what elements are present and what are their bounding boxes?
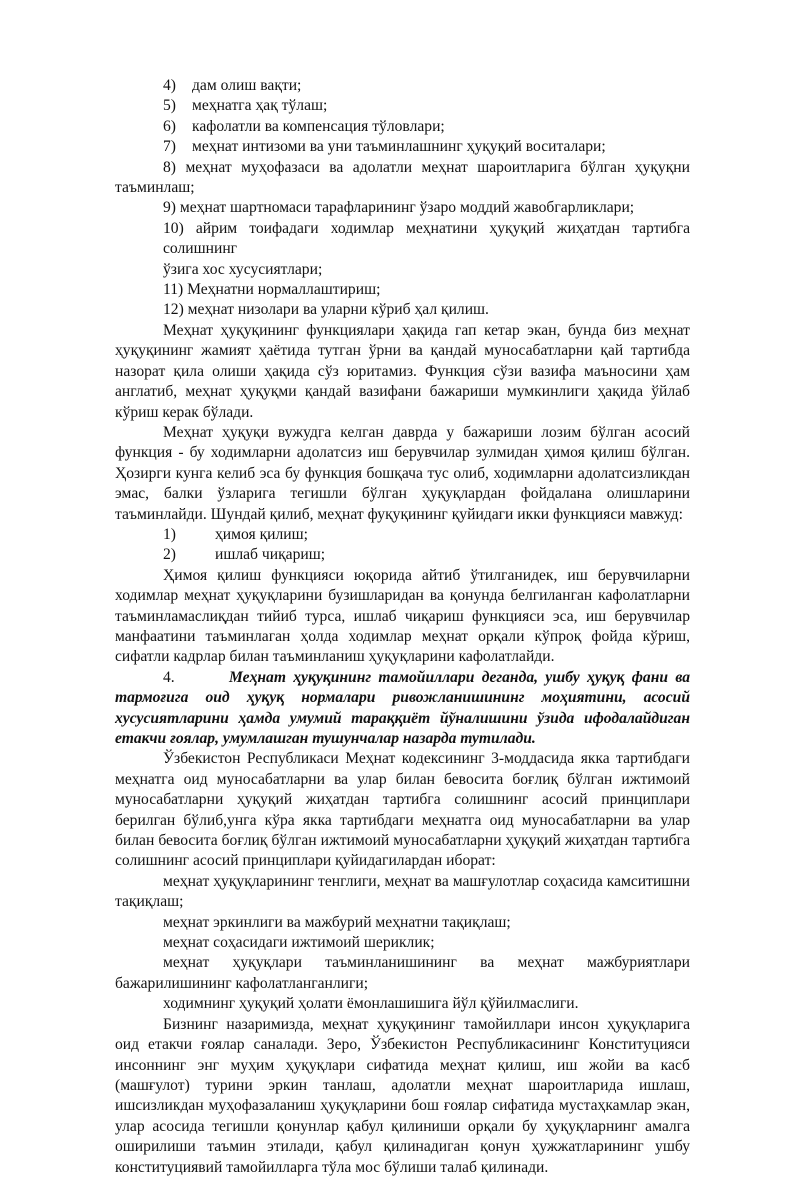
principle-item: меҳнат ҳуқуқлари таъминланишининг ва меҳнат мажбуриятлари бажарилишининг кафолатланганлиги;: [115, 954, 690, 992]
principle-item: меҳнат ҳуқуқларининг тенглиги, меҳнат ва машғулотлар соҳасида камситишни тақиқлаш;: [115, 872, 690, 911]
paragraph-conclusion: Бизнинг назаримизда, меҳнат ҳуқуқининг тамойиллари инсон ҳуқуқларига оид етакчи ғоялар саналади. Зеро, Ўзбекистон Республикасининг Конституцияси инсоннинг энг муҳим ҳуқуқлари сифатида меҳнат қилиш, иш жойи ва касб (машғулот) турини эркин танлаш, адолатли меҳнат шароитларида ишлаш, ишсизликдан муҳофазаланиш ҳуқуқларини бош ғоялар сифатида мустаҳкамлар экан, улар асосида тегишли қонунлар қабул қилиниши орқали бу ҳуқуқларнинг амалга оширилиши таъмин этилади, қабул қилинадиган қонун ҳужжатларининг ушбу конституциявий тамойилларга тўла мос бўлиши талаб қилинади.: [115, 1015, 690, 1176]
function-item: [115, 525, 690, 545]
principle-item: ходимнинг ҳуқуқий ҳолати ёмонлашишига йўл қўйилмаслиги.: [163, 995, 579, 1013]
section-number: 4.: [163, 668, 175, 686]
list-item: [115, 117, 690, 137]
list-text: меҳнат интизоми ва уни таъминлашнинг ҳуқуқий воситалари;: [192, 138, 606, 156]
function-number: 2): [163, 546, 176, 564]
section-definition-text: Меҳнат ҳуқуқининг тамойиллари деганда, ушбу ҳуқуқ фани ва тармоғига оид ҳуқуқ нормалари ривожланишининг моҳиятини, асосий хусусиятларини ҳамда умумий тараққиёт йўналишини ўзида ифодалайдиган етакчи ғоялар, умумлашган тушунчалар назарда тутилади.: [115, 668, 690, 747]
list-number: 7): [163, 138, 176, 156]
function-number: 1): [163, 525, 176, 543]
list-number: 6): [163, 117, 176, 135]
paragraph-functions-history: Меҳнат ҳуқуқи вужудга келган даврда у бажариши лозим бўлган асосий функция - бу ходимларни адолатсиз иш берувчилар зулмидан ҳимоя қилиш бўлган. Ҳозирги кунга келиб эса бу функция бошқача тус олиб, ходимларни адолатсизликдан эмас, балки ўзларига тегишли бўлган ҳуқуқлардан фойдалана олишларини таъминлайди. Шундай қилиб, меҳнат фуқуқининг қуйидаги икки функцияси мавжуд:: [115, 423, 690, 523]
list-text: меҳнатга ҳақ тўлаш;: [192, 97, 328, 115]
list-item-11: 11) Меҳнатни нормаллаштириш;: [163, 281, 381, 299]
list-number: 5): [163, 97, 176, 115]
list-item: [115, 96, 690, 116]
list-text: кафолатли ва компенсация тўловлари;: [192, 117, 445, 135]
list-item: [115, 137, 690, 157]
list-item-12: 12) меҳнат низолари ва уларни кўриб ҳал қилиш.: [163, 301, 489, 319]
function-text: ҳимоя қилиш;: [215, 525, 308, 543]
paragraph-functions-intro: Меҳнат ҳуқуқининг функциялари ҳақида гап кетар экан, бунда биз меҳнат ҳуқуқининг жамият ҳаётида тутган ўрни ва қандай муносабатларни қай тартибда назорат қила олиши ҳақида сўз юритамиз. Функция сўзи вазифа маъносини ҳам англатиб, меҳнат ҳуқуқми қандай вазифани бажариши мумкинлиги ҳақида ўйлаб кўриш керак бўлади.: [115, 321, 690, 421]
function-item: [115, 545, 690, 565]
list-number: 4): [163, 77, 176, 94]
list-item-8-line2: таъминлаш;: [115, 179, 195, 197]
list-item-9: 9) меҳнат шартномаси тарафларининг ўзаро моддий жавобгарликлари;: [163, 199, 635, 217]
list-item-10-line2: ўзига хос хусусиятлари;: [163, 260, 323, 278]
principle-item: меҳнат соҳасидаги ижтимоий шериклик;: [163, 934, 435, 952]
paragraph-protection-function: Ҳимоя қилиш функцияси юқорида айтиб ўтилганидек, иш берувчиларни ходимлар меҳнат ҳуқуқларини бузишларидан ва қонунда белгиланган кафолатларни таъминламаслиқдан тийиб турса, ишлаб чиқариш функцияси эса, иш берувчилар манфаатини таъминлаган ҳолда ходимлар меҳнат орқали кўпроқ фойда кўриш, сифатли кадрлар билан таъминланиш ҳуқуқларини кафолатлайди.: [115, 566, 690, 666]
list-text: дам олиш вақти;: [192, 77, 302, 94]
function-text: ишлаб чиқариш;: [215, 546, 326, 564]
section-4-heading: [115, 668, 690, 750]
list-item-10-line1: 10) айрим тоифадаги ходимлар меҳнатини ҳуқуқий жиҳатдан тартибга солишнинг: [163, 219, 690, 258]
paragraph-labor-code: Ўзбекистон Республикаси Меҳнат кодексининг 3-моддасида якка тартибдаги меҳнатга оид муносабатларни ва улар билан бевосита боғлиқ бўлган ижтимоий муносабатларни ҳуқуқий жиҳатдан тартибга солишнинг асосий принциплари берилган бўлиб,унга кўра якка тартибдаги меҳнатга оид муносабатларни ва улар билан бевосита боғлиқ бўлган ижтимоий муносабатларни ҳуқуқий жиҳатдан тартибга солишнинг асосий принциплари қуйидагилардан иборат:: [115, 750, 690, 870]
principle-item: меҳнат эркинлиги ва мажбурий меҳнатни тақиқлаш;: [163, 913, 511, 931]
document-body: [115, 76, 690, 1178]
list-item-8-line1: 8) меҳнат муҳофазаси ва адолатли меҳнат шароитларига бўлган ҳуқуқни: [163, 158, 690, 176]
list-item: [115, 76, 690, 96]
